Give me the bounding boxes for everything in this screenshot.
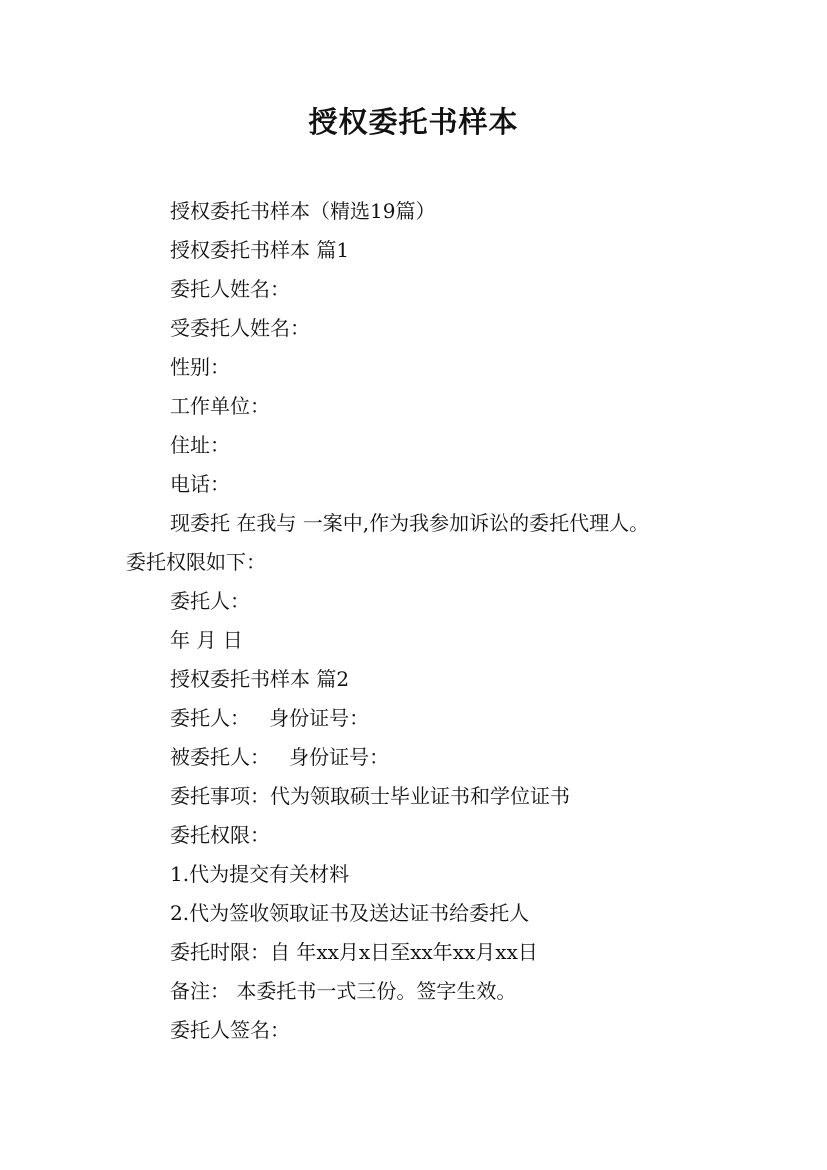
time-limit-line: 委托时限：自 年xx月x日至xx年xx月xx日: [170, 940, 538, 964]
workplace-line: 工作单位：: [170, 394, 270, 418]
principal-name-line: 委托人姓名：: [170, 277, 290, 301]
delegation-paragraph-continuation: 委托权限如下：: [126, 550, 266, 574]
document-body: [126, 192, 716, 1050]
gender-line: 性别：: [170, 355, 230, 379]
section-heading-1: 授权委托书样本 篇1: [170, 238, 350, 262]
remarks-line: 备注： 本委托书一式三份。签字生效。: [170, 979, 517, 1003]
authority-item-1: 1.代为提交有关材料: [170, 862, 350, 886]
principal-id-line: 委托人： 身份证号：: [170, 706, 370, 730]
agent-name-line: 受委托人姓名：: [170, 316, 310, 340]
principal-sign-line: 委托人签名：: [170, 1018, 290, 1042]
subtitle-line: 授权委托书样本（精选19篇）: [170, 199, 436, 223]
address-line: 住址：: [170, 433, 230, 457]
delegation-paragraph-line: 现委托 在我与 一案中,作为我参加诉讼的委托代理人。: [170, 511, 650, 535]
document-title: 授权委托书样本: [308, 105, 519, 139]
agent-id-line: 被委托人： 身份证号：: [170, 745, 390, 769]
phone-line: 电话：: [170, 472, 230, 496]
authority-item-2: 2.代为签收领取证书及送达证书给委托人: [170, 901, 530, 925]
authority-heading-line: 委托权限：: [170, 823, 270, 847]
section-heading-2: 授权委托书样本 篇2: [170, 667, 350, 691]
principal-signature-line: 委托人：: [170, 589, 250, 613]
date-line: 年 月 日: [170, 628, 243, 652]
entrusted-matter-line: 委托事项：代为领取硕士毕业证书和学位证书: [170, 784, 570, 808]
